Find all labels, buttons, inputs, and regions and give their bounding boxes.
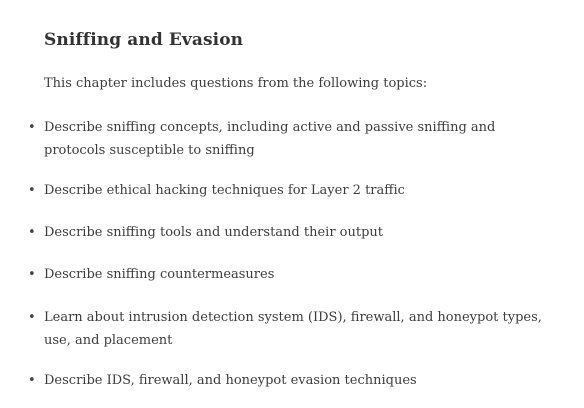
topic-item (28, 306, 548, 352)
topic-item (28, 369, 548, 392)
topic-item (28, 116, 548, 162)
bullet-icon: • (28, 120, 36, 135)
bullet-icon: • (28, 267, 36, 282)
topic-item (28, 263, 548, 286)
topic-text: Describe ethical hacking techniques for Layer 2 traffic (44, 183, 405, 198)
chapter-intro: This chapter includes questions from the following topics: (44, 76, 428, 91)
topic-text: Learn about intrusion detection system (IDS), firewall, and honeypot types, use, and placement (44, 310, 542, 348)
topic-text: Describe sniffing tools and understand their output (44, 225, 384, 240)
topic-text: Describe sniffing countermeasures (44, 267, 275, 282)
topic-text: Describe IDS, firewall, and honeypot evasion techniques (44, 373, 417, 388)
topic-text: Describe sniffing concepts, including active and passive sniffing and protocols susceptible to sniffing (44, 120, 496, 158)
topic-item (28, 179, 548, 202)
bullet-icon: • (28, 183, 36, 198)
chapter-title: Sniffing and Evasion (44, 30, 244, 50)
bullet-icon: • (28, 310, 36, 325)
bullet-icon: • (28, 373, 36, 388)
bullet-icon: • (28, 225, 36, 240)
topic-item (28, 221, 548, 244)
